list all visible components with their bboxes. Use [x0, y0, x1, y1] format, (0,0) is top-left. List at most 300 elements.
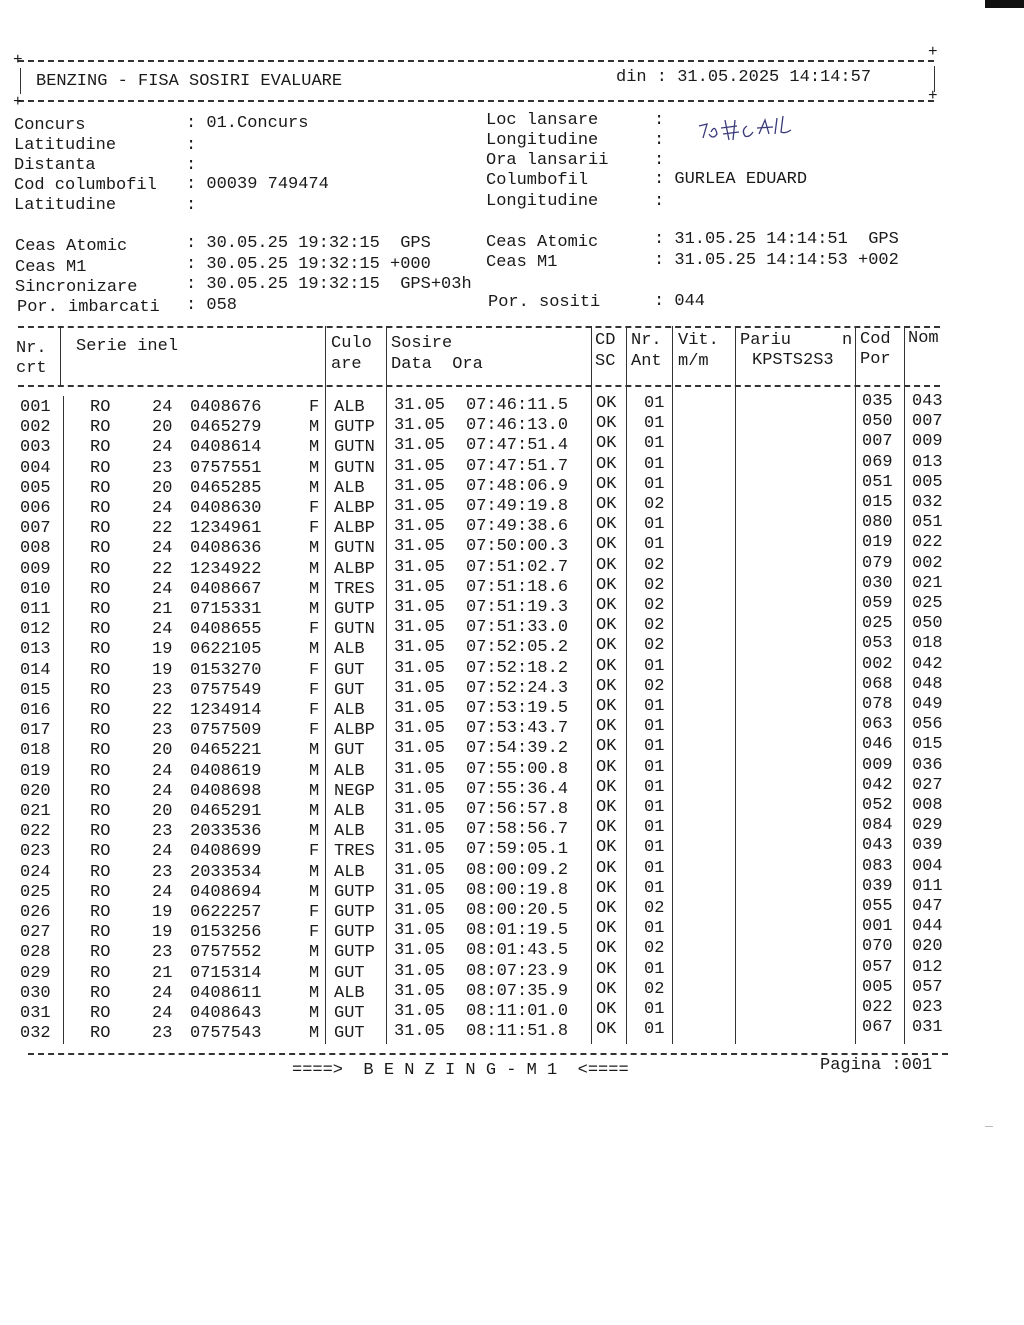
cell-cdsc: OK: [596, 959, 617, 979]
cell-cdsc: OK: [596, 555, 617, 575]
cell-country: RO: [90, 923, 111, 943]
cell-country: RO: [90, 822, 111, 842]
cell-color: ALBP: [334, 559, 375, 579]
clock-value: : 30.05.25 19:32:15 GPS+03h: [186, 275, 472, 294]
cell-time: 07:55:00.8: [466, 759, 569, 779]
cell-date: 31.05: [394, 981, 446, 1001]
cell-date: 31.05: [394, 497, 446, 516]
cell-nom: 011: [912, 876, 943, 896]
cell-time: 08:00:09.2: [466, 860, 569, 880]
cell-sex: F: [309, 660, 320, 680]
cell-nrant: 01: [644, 535, 665, 555]
cell-time: 08:07:23.9: [466, 961, 569, 981]
cell-color: GUTP: [334, 903, 375, 922]
cell-sex: F: [309, 398, 320, 417]
cell-year: 24: [152, 620, 173, 640]
cell-time: 07:50:00.3: [466, 537, 569, 557]
cell-country: RO: [90, 620, 111, 640]
cell-codpor: 080: [862, 513, 893, 533]
cell-cdsc: OK: [596, 1020, 617, 1040]
cell-country: RO: [90, 983, 111, 1003]
cell-codpor: 039: [862, 876, 893, 896]
info-value: : 01.Concurs: [186, 114, 309, 133]
cell-nr: 029: [20, 963, 51, 983]
col-header-pariu-sub: KPSTS2S3: [752, 351, 834, 370]
cell-nrant: 01: [644, 414, 665, 434]
cell-date: 31.05: [394, 658, 446, 678]
cell-sex: M: [309, 802, 320, 821]
cell-year: 19: [152, 903, 173, 922]
cell-year: 23: [152, 943, 173, 963]
cell-codpor: 083: [862, 856, 893, 876]
cell-country: RO: [90, 600, 111, 619]
cell-sex: M: [309, 822, 320, 842]
cell-year: 24: [152, 579, 173, 599]
cell-nrant: 01: [644, 737, 665, 757]
cell-color: GUTP: [334, 418, 375, 438]
cell-nom: 049: [912, 695, 943, 714]
cell-ring: 0757552: [190, 943, 262, 963]
cell-cdsc: OK: [596, 818, 617, 838]
clock-value: : 30.05.25 19:32:15 +000: [186, 255, 431, 274]
cell-color: NEGP: [334, 781, 375, 801]
cell-nr: 016: [20, 701, 51, 720]
cell-country: RO: [90, 579, 111, 599]
cell-cdsc: OK: [596, 636, 617, 656]
table-header-top-border: [18, 326, 940, 328]
cell-cdsc: OK: [596, 474, 617, 494]
clock-value: : 044: [654, 292, 706, 311]
cell-cdsc: OK: [596, 777, 617, 797]
cell-nrant: 02: [644, 636, 665, 656]
cell-year: 23: [152, 721, 173, 741]
cell-cdsc: OK: [596, 676, 617, 696]
cell-country: RO: [90, 943, 111, 963]
cell-color: GUTP: [334, 923, 375, 943]
cell-year: 21: [152, 600, 173, 619]
cell-date: 31.05: [394, 1022, 446, 1042]
clock-value: : 058: [186, 296, 238, 315]
scan-speck: [985, 1126, 993, 1127]
cell-year: 23: [152, 862, 173, 882]
cell-year: 19: [152, 923, 173, 943]
clock-label: Ceas Atomic: [486, 233, 599, 252]
cell-date: 31.05: [394, 638, 446, 658]
cell-time: 07:51:18.6: [466, 577, 569, 597]
cell-sex: M: [309, 458, 320, 478]
cell-sex: M: [309, 539, 320, 559]
cell-nom: 044: [912, 917, 943, 937]
info-value: :: [186, 156, 197, 175]
cell-nrant: 01: [644, 697, 665, 716]
cell-ring: 0408699: [190, 842, 262, 862]
cell-country: RO: [90, 761, 111, 781]
cell-time: 07:54:39.2: [466, 739, 569, 759]
cell-color: ALB: [334, 822, 365, 842]
cell-sex: M: [309, 761, 320, 781]
info-label: Latitudine: [14, 136, 117, 155]
cell-date: 31.05: [394, 416, 446, 436]
cell-time: 07:47:51.4: [466, 436, 569, 456]
cell-ring: 0408676: [190, 398, 262, 417]
cell-year: 22: [152, 519, 173, 539]
cell-time: 07:55:36.4: [466, 779, 569, 799]
cell-color: TRES: [334, 579, 375, 599]
cell-codpor: 069: [862, 452, 893, 472]
cell-nr: 026: [20, 903, 51, 922]
cell-sex: F: [309, 842, 320, 862]
cell-nom: 036: [912, 755, 943, 775]
cell-year: 22: [152, 559, 173, 579]
cell-cdsc: OK: [596, 838, 617, 858]
cell-nrant: 01: [644, 1020, 665, 1040]
cell-codpor: 084: [862, 816, 893, 836]
cell-nrant: 01: [644, 878, 665, 898]
cell-nr: 025: [20, 882, 51, 902]
cell-country: RO: [90, 438, 111, 458]
cell-cdsc: OK: [596, 1000, 617, 1019]
cell-nrant: 02: [644, 495, 665, 514]
info-label: Loc lansare: [486, 111, 599, 130]
cell-year: 20: [152, 478, 173, 498]
cell-date: 31.05: [394, 577, 446, 597]
cell-sex: M: [309, 640, 320, 660]
cell-sex: F: [309, 499, 320, 518]
cell-sex: M: [309, 862, 320, 882]
cell-country: RO: [90, 781, 111, 801]
cell-sex: M: [309, 741, 320, 761]
cell-time: 07:47:51.7: [466, 456, 569, 476]
info-label: Columbofil: [486, 171, 589, 190]
cell-sex: M: [309, 882, 320, 902]
cell-nom: 009: [912, 432, 943, 452]
cell-color: GUTP: [334, 882, 375, 902]
cell-date: 31.05: [394, 961, 446, 981]
col-header-nom: Nom: [908, 329, 939, 348]
info-label: Latitudine: [14, 196, 117, 215]
cell-ring: 0408619: [190, 761, 262, 781]
cell-sex: F: [309, 923, 320, 943]
cell-time: 07:58:56.7: [466, 820, 569, 840]
cell-ring: 0465291: [190, 802, 262, 821]
cell-ring: 2033536: [190, 822, 262, 842]
cell-date: 31.05: [394, 901, 446, 920]
cell-sex: M: [309, 600, 320, 619]
cell-nom: 020: [912, 937, 943, 957]
cell-country: RO: [90, 398, 111, 417]
cell-nr: 004: [20, 458, 51, 478]
cell-cdsc: OK: [596, 737, 617, 757]
border-corner: +: [13, 93, 23, 111]
cell-date: 31.05: [394, 517, 446, 537]
cell-nrant: 02: [644, 676, 665, 696]
cell-codpor: 070: [862, 937, 893, 957]
cell-nrant: 01: [644, 1000, 665, 1019]
cell-nr: 005: [20, 478, 51, 498]
cell-nom: 018: [912, 634, 943, 654]
scan-edge-mark: [985, 0, 1024, 8]
cell-color: ALB: [334, 862, 365, 882]
cell-nrant: 01: [644, 757, 665, 777]
cell-nom: 042: [912, 654, 943, 674]
cell-cdsc: OK: [596, 979, 617, 999]
cell-codpor: 046: [862, 735, 893, 755]
cell-color: GUTN: [334, 458, 375, 478]
cell-country: RO: [90, 963, 111, 983]
cell-nr: 021: [20, 802, 51, 821]
cell-color: GUTP: [334, 600, 375, 619]
info-label: Ora lansarii: [486, 151, 609, 170]
cell-nrant: 01: [644, 919, 665, 939]
cell-year: 19: [152, 640, 173, 660]
cell-codpor: 051: [862, 472, 893, 492]
cell-color: GUT: [334, 680, 365, 700]
cell-sex: F: [309, 620, 320, 640]
cell-codpor: 001: [862, 917, 893, 937]
cell-codpor: 005: [862, 977, 893, 997]
cell-nom: 015: [912, 735, 943, 755]
cell-nr: 011: [20, 600, 51, 619]
cell-date: 31.05: [394, 880, 446, 900]
cell-nom: 025: [912, 594, 943, 613]
cell-time: 07:51:19.3: [466, 598, 569, 617]
cell-country: RO: [90, 862, 111, 882]
cell-time: 07:49:38.6: [466, 517, 569, 537]
cell-ring: 0465285: [190, 478, 262, 498]
cell-sex: F: [309, 903, 320, 922]
cell-nrant: 02: [644, 899, 665, 918]
cell-codpor: 019: [862, 533, 893, 553]
cell-year: 23: [152, 822, 173, 842]
cell-date: 31.05: [394, 739, 446, 759]
cell-nom: 056: [912, 715, 943, 735]
cell-codpor: 009: [862, 755, 893, 775]
clock-label: Por. sositi: [488, 293, 601, 312]
col-header-pariu: Pariu n: [740, 331, 853, 350]
cell-nrant: 02: [644, 979, 665, 999]
cell-country: RO: [90, 741, 111, 761]
cell-time: 07:46:11.5: [466, 396, 569, 415]
cell-color: GUTP: [334, 943, 375, 963]
cell-nr: 002: [20, 418, 51, 438]
cell-nr: 022: [20, 822, 51, 842]
cell-codpor: 055: [862, 897, 893, 916]
cell-country: RO: [90, 721, 111, 741]
cell-country: RO: [90, 640, 111, 660]
cell-color: TRES: [334, 842, 375, 862]
cell-nrant: 01: [644, 777, 665, 797]
col-header-codpor-sub: Por: [860, 350, 891, 369]
cell-cdsc: OK: [596, 394, 617, 413]
clock-value: : 31.05.25 14:14:53 +002: [654, 251, 899, 270]
cell-nr: 031: [20, 1004, 51, 1023]
cell-ring: 0622257: [190, 903, 262, 922]
cell-nr: 024: [20, 862, 51, 882]
cell-color: GUT: [334, 1004, 365, 1023]
col-header-culoare-sub: are: [331, 355, 362, 374]
clock-label: Ceas Atomic: [15, 237, 128, 256]
cell-sex: F: [309, 701, 320, 720]
cell-ring: 0408643: [190, 1004, 262, 1023]
info-label: Concurs: [14, 116, 86, 135]
cell-nr: 027: [20, 923, 51, 943]
cell-codpor: 015: [862, 493, 893, 512]
cell-color: ALB: [334, 983, 365, 1003]
cell-ring: 0408698: [190, 781, 262, 801]
cell-year: 20: [152, 418, 173, 438]
cell-cdsc: OK: [596, 858, 617, 878]
cell-nrant: 01: [644, 515, 665, 535]
cell-sex: M: [309, 478, 320, 498]
cell-nrant: 01: [644, 717, 665, 737]
col-header-cdsc: CD: [595, 331, 616, 350]
cell-cdsc: OK: [596, 575, 617, 595]
cell-nom: 005: [912, 472, 943, 492]
cell-date: 31.05: [394, 396, 446, 415]
cell-color: GUT: [334, 741, 365, 761]
cell-codpor: 030: [862, 573, 893, 593]
info-label: Longitudine: [486, 192, 599, 211]
cell-nrant: 01: [644, 474, 665, 494]
cell-date: 31.05: [394, 860, 446, 880]
cell-time: 07:56:57.8: [466, 800, 569, 819]
cell-nrant: 02: [644, 555, 665, 575]
table-header-bottom-border: [18, 385, 940, 387]
cell-time: 08:01:43.5: [466, 941, 569, 961]
cell-ring: 0465221: [190, 741, 262, 761]
cell-ring: 0408655: [190, 620, 262, 640]
cell-time: 07:46:13.0: [466, 416, 569, 436]
info-label: Distanta: [14, 156, 96, 175]
header-top-border: [18, 60, 934, 62]
cell-cdsc: OK: [596, 798, 617, 817]
col-header-codpor: Cod: [860, 330, 891, 349]
cell-date: 31.05: [394, 779, 446, 799]
cell-ring: 0408694: [190, 882, 262, 902]
cell-nr: 015: [20, 680, 51, 700]
cell-nr: 028: [20, 943, 51, 963]
cell-time: 08:11:51.8: [466, 1022, 569, 1042]
border-corner: +: [928, 87, 938, 105]
cell-ring: 0715314: [190, 963, 262, 983]
cell-ring: 0153270: [190, 660, 262, 680]
info-value: : GURLEA EDUARD: [654, 170, 808, 189]
border-corner: +: [13, 51, 23, 69]
cell-color: GUT: [334, 660, 365, 680]
cell-time: 07:51:02.7: [466, 557, 569, 577]
info-value: :: [186, 136, 197, 155]
cell-nom: 022: [912, 533, 943, 553]
clock-label: Ceas M1: [486, 253, 558, 272]
cell-color: ALBP: [334, 499, 375, 518]
report-title: BENZING - FISA SOSIRI EVALUARE: [36, 72, 343, 91]
report-date: din : 31.05.2025 14:14:57: [616, 68, 872, 87]
cell-ring: 1234914: [190, 701, 262, 720]
cell-time: 07:59:05.1: [466, 840, 569, 860]
cell-nom: 021: [912, 573, 943, 593]
cell-ring: 1234961: [190, 519, 262, 539]
cell-nr: 007: [20, 519, 51, 539]
cell-nr: 032: [20, 1024, 51, 1044]
cell-nom: 027: [912, 775, 943, 795]
cell-cdsc: OK: [596, 717, 617, 737]
cell-time: 07:52:24.3: [466, 678, 569, 698]
cell-time: 08:00:19.8: [466, 880, 569, 900]
cell-sex: M: [309, 781, 320, 801]
cell-date: 31.05: [394, 598, 446, 617]
cell-nrant: 01: [644, 434, 665, 454]
cell-time: 07:52:18.2: [466, 658, 569, 678]
cell-ring: 2033534: [190, 862, 262, 882]
cell-date: 31.05: [394, 719, 446, 739]
table-bottom-border: [28, 1053, 948, 1055]
cell-time: 08:00:20.5: [466, 901, 569, 920]
cell-country: RO: [90, 458, 111, 478]
info-value: :: [654, 111, 665, 130]
cell-date: 31.05: [394, 618, 446, 638]
cell-date: 31.05: [394, 456, 446, 476]
cell-color: GUTN: [334, 438, 375, 458]
cell-nom: 051: [912, 513, 943, 533]
cell-color: ALB: [334, 398, 365, 417]
cell-sex: M: [309, 438, 320, 458]
cell-country: RO: [90, 701, 111, 720]
cell-nom: 050: [912, 614, 943, 634]
footer-banner: ====> B E N Z I N G - M 1 <====: [292, 1061, 629, 1080]
cell-nom: 057: [912, 977, 943, 997]
cell-country: RO: [90, 478, 111, 498]
cell-codpor: 007: [862, 432, 893, 452]
cell-year: 24: [152, 761, 173, 781]
cell-codpor: 002: [862, 654, 893, 674]
cell-sex: M: [309, 579, 320, 599]
col-header-serie: Serie inel: [76, 337, 179, 356]
cell-ring: 0408611: [190, 983, 262, 1003]
col-header-nr-sub: crt: [16, 359, 47, 378]
cell-ring: 1234922: [190, 559, 262, 579]
cell-color: ALB: [334, 761, 365, 781]
cell-sex: F: [309, 519, 320, 539]
cell-cdsc: OK: [596, 535, 617, 555]
clock-label: Ceas M1: [15, 258, 87, 277]
col-header-vit: Vit.: [678, 331, 719, 350]
cell-year: 23: [152, 680, 173, 700]
cell-nrant: 01: [644, 394, 665, 413]
cell-nrant: 02: [644, 575, 665, 595]
cell-codpor: 022: [862, 998, 893, 1017]
cell-country: RO: [90, 499, 111, 518]
cell-date: 31.05: [394, 921, 446, 941]
cell-country: RO: [90, 842, 111, 862]
cell-ring: 0715331: [190, 600, 262, 619]
cell-cdsc: OK: [596, 899, 617, 918]
cell-sex: M: [309, 559, 320, 579]
cell-sex: M: [309, 1004, 320, 1023]
info-value: :: [654, 131, 665, 150]
cell-nr: 003: [20, 438, 51, 458]
cell-date: 31.05: [394, 941, 446, 961]
cell-cdsc: OK: [596, 939, 617, 959]
cell-nom: 032: [912, 493, 943, 512]
cell-year: 20: [152, 802, 173, 821]
cell-nom: 031: [912, 1018, 943, 1038]
col-rule: [60, 326, 61, 386]
cell-nom: 013: [912, 452, 943, 472]
cell-nom: 023: [912, 998, 943, 1017]
cell-sex: F: [309, 680, 320, 700]
cell-nrant: 01: [644, 798, 665, 817]
col-header-nr: Nr.: [16, 339, 47, 358]
